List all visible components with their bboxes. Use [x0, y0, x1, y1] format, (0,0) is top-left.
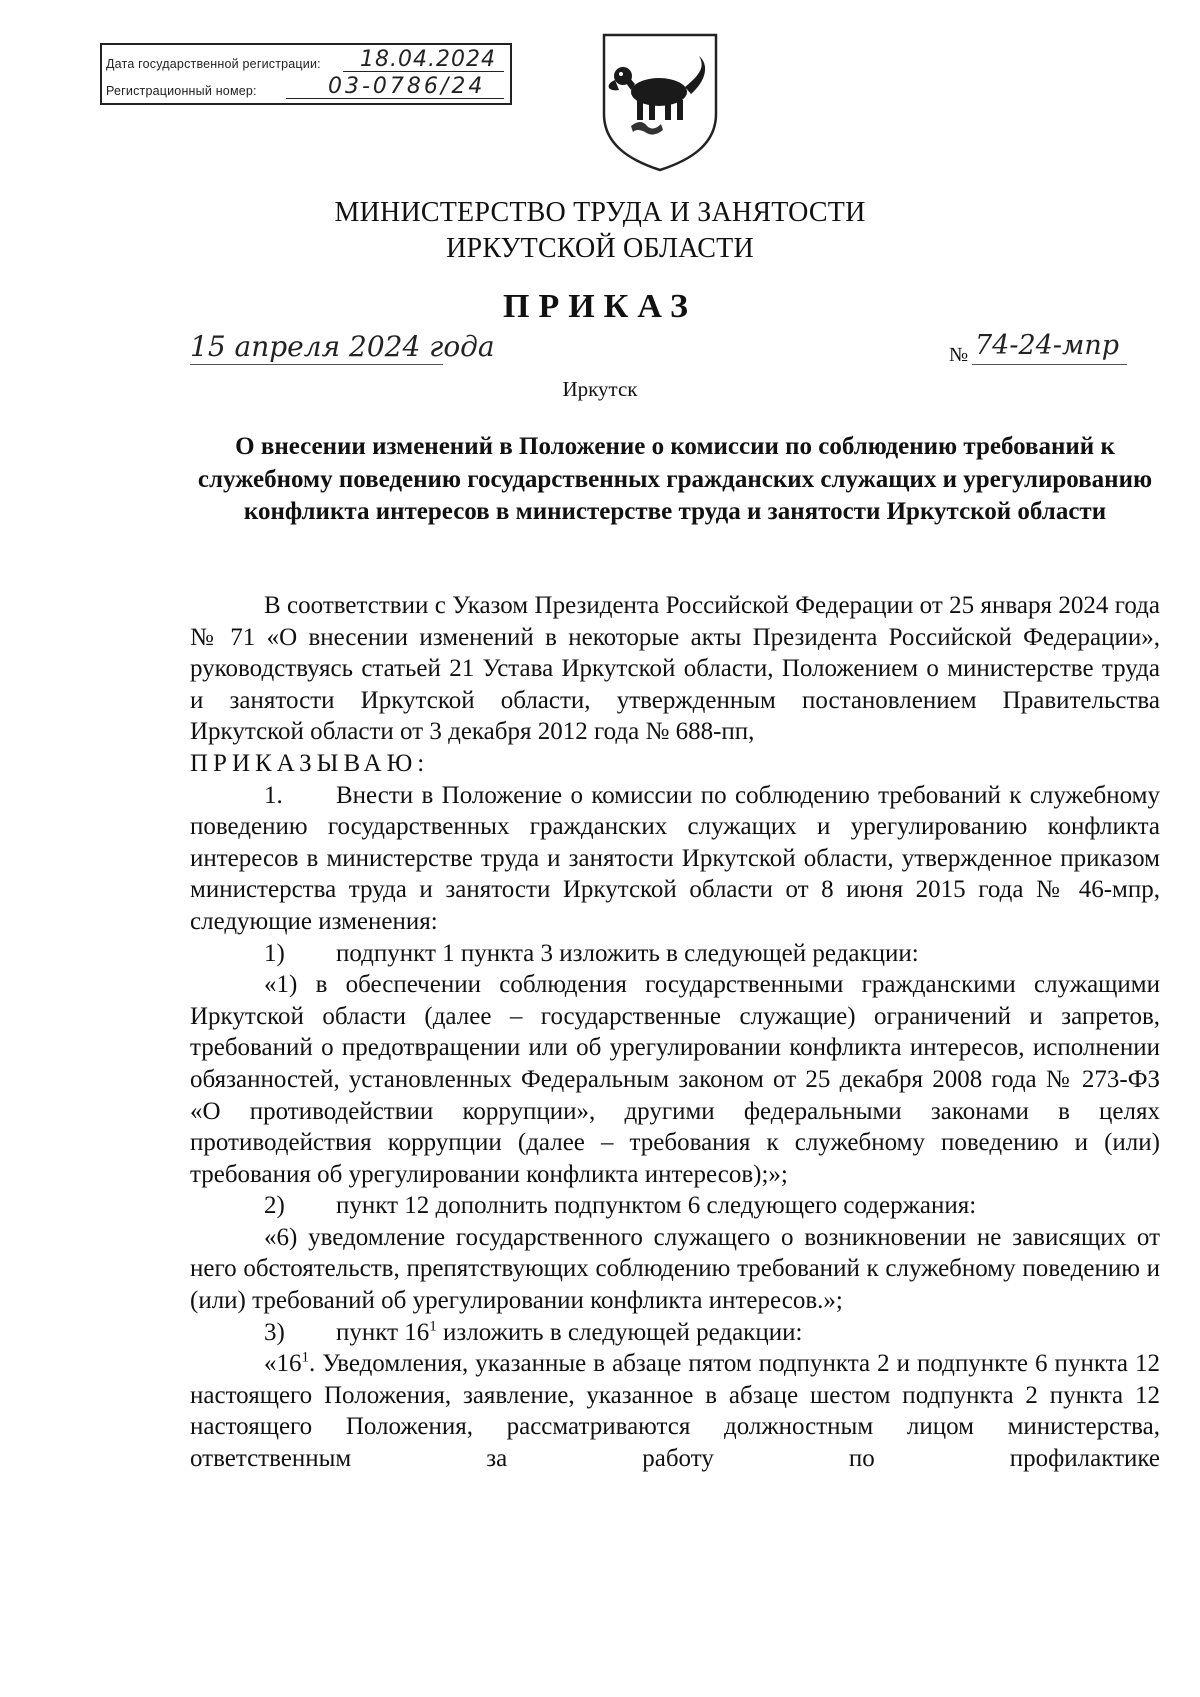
order-number: 74-24-мпр	[975, 330, 1120, 361]
item-1-text: Внести в Положение о комиссии по соблюдению требований к служебному поведению государственных гражданских служащих и урегулированию конфликта интересов в министерстве труда и занятости Иркутской области, утвержденное приказом министерства труда и занятости Иркутской области от 8 июня 2015 года № 46-мпр, следующие изменения:	[190, 781, 1160, 935]
registration-number-row	[106, 75, 504, 101]
city-name: Иркутск	[562, 377, 638, 401]
preamble-paragraph: В соответствии с Указом Президента Российской Федерации от 25 января 2024 года № 71 «О внесении изменений в некоторые акты Президента Российской Федерации», руководствуясь статьей 21 Устава Иркутской области, Положением о министерстве труда и занятости Иркутской области, утвержденным постановлением Правительства Иркутской области от 3 декабря 2012 года № 688-пп,	[190, 592, 1160, 746]
subitem-1-quote: «1) в обеспечении соблюдения государственными гражданскими служащими Иркутской области (далее – государственные служащие) ограничений и запретов, требований о предотвращении или об урегулировании конфликта интересов, исполнении обязанностей, установленных Федеральным законом от 25 декабря 2008 года № 273-ФЗ «О противодействии коррупции», другими федеральными законами в целях противодействия коррупции (далее – требования к служебному поведению и (или) требования об урегулировании конфликта интересов);»;	[190, 971, 1160, 1188]
registration-date-value: 18.04.2024	[360, 47, 496, 72]
registration-number-value: 03-0786/24	[328, 74, 486, 99]
subitem-2-number: 2)	[264, 1192, 285, 1220]
registration-date-label: Дата государственной регистрации:	[106, 57, 321, 71]
subitem-3-text-a: пункт 16	[336, 1318, 430, 1346]
ministry-name-line1: МИНИСТЕРСТВО ТРУДА И ЗАНЯТОСТИ	[334, 197, 866, 228]
coat-of-arms-icon	[601, 32, 719, 172]
subitem-3-paragraph	[190, 1317, 1160, 1349]
subitem-3-quote-start: «16	[264, 1350, 302, 1378]
subitem-1-text: подпункт 1 пункта 3 изложить в следующей редакции:	[336, 939, 919, 967]
subitem-3-text-b: изложить в следующей редакции:	[436, 1318, 803, 1346]
order-word: ПРИКАЗЫВАЮ:	[190, 749, 430, 777]
subitem-2-text: пункт 12 дополнить подпунктом 6 следующего содержания:	[336, 1192, 977, 1220]
item-1-paragraph	[190, 780, 1160, 938]
subitem-3-quote-text: . Уведомления, указанные в абзаце пятом подпункта 2 и подпункте 6 пункта 12 настоящего Положения, заявление, указанное в абзаце шестом подпункта 2 пункта 12 настоящего Положения, рассматриваются должностным лицом министерства, ответственным за работу по профилактике	[190, 1350, 1160, 1473]
subitem-3-quote	[190, 1348, 1160, 1474]
document-body	[190, 590, 1160, 1475]
registration-stamp	[100, 43, 512, 105]
subitem-2-quote: «6) уведомление государственного служащего о возникновении не зависящих от него обстоятельств, препятствующих соблюдению требований к служебному поведению и (или) требований об урегулировании конфликта интересов.»;	[190, 1223, 1160, 1315]
subitem-3-quote-superscript: 1	[301, 1349, 309, 1366]
subitem-3-number: 3)	[264, 1318, 285, 1346]
order-date: 15 апреля 2024 года	[190, 330, 495, 363]
ministry-name-line2: ИРКУТСКОЙ ОБЛАСТИ	[446, 233, 754, 264]
subitem-1-number: 1)	[264, 939, 285, 967]
item-1-number: 1.	[264, 781, 283, 809]
subitem-3-superscript: 1	[429, 1318, 437, 1335]
registration-number-label: Регистрационный номер:	[106, 84, 257, 98]
subitem-1-paragraph	[190, 938, 1160, 970]
document-type-heading: ПРИКАЗ	[503, 288, 697, 325]
registration-date-row	[106, 48, 504, 74]
document-title: О внесении изменений в Положение о комиссии по соблюдению требований к служебному поведению государственных гражданских служащих и урегулированию конфликта интересов в министерстве труда и занятости Иркутской области	[197, 433, 1153, 525]
subitem-2-paragraph	[190, 1190, 1160, 1222]
number-sign: №	[949, 344, 969, 366]
